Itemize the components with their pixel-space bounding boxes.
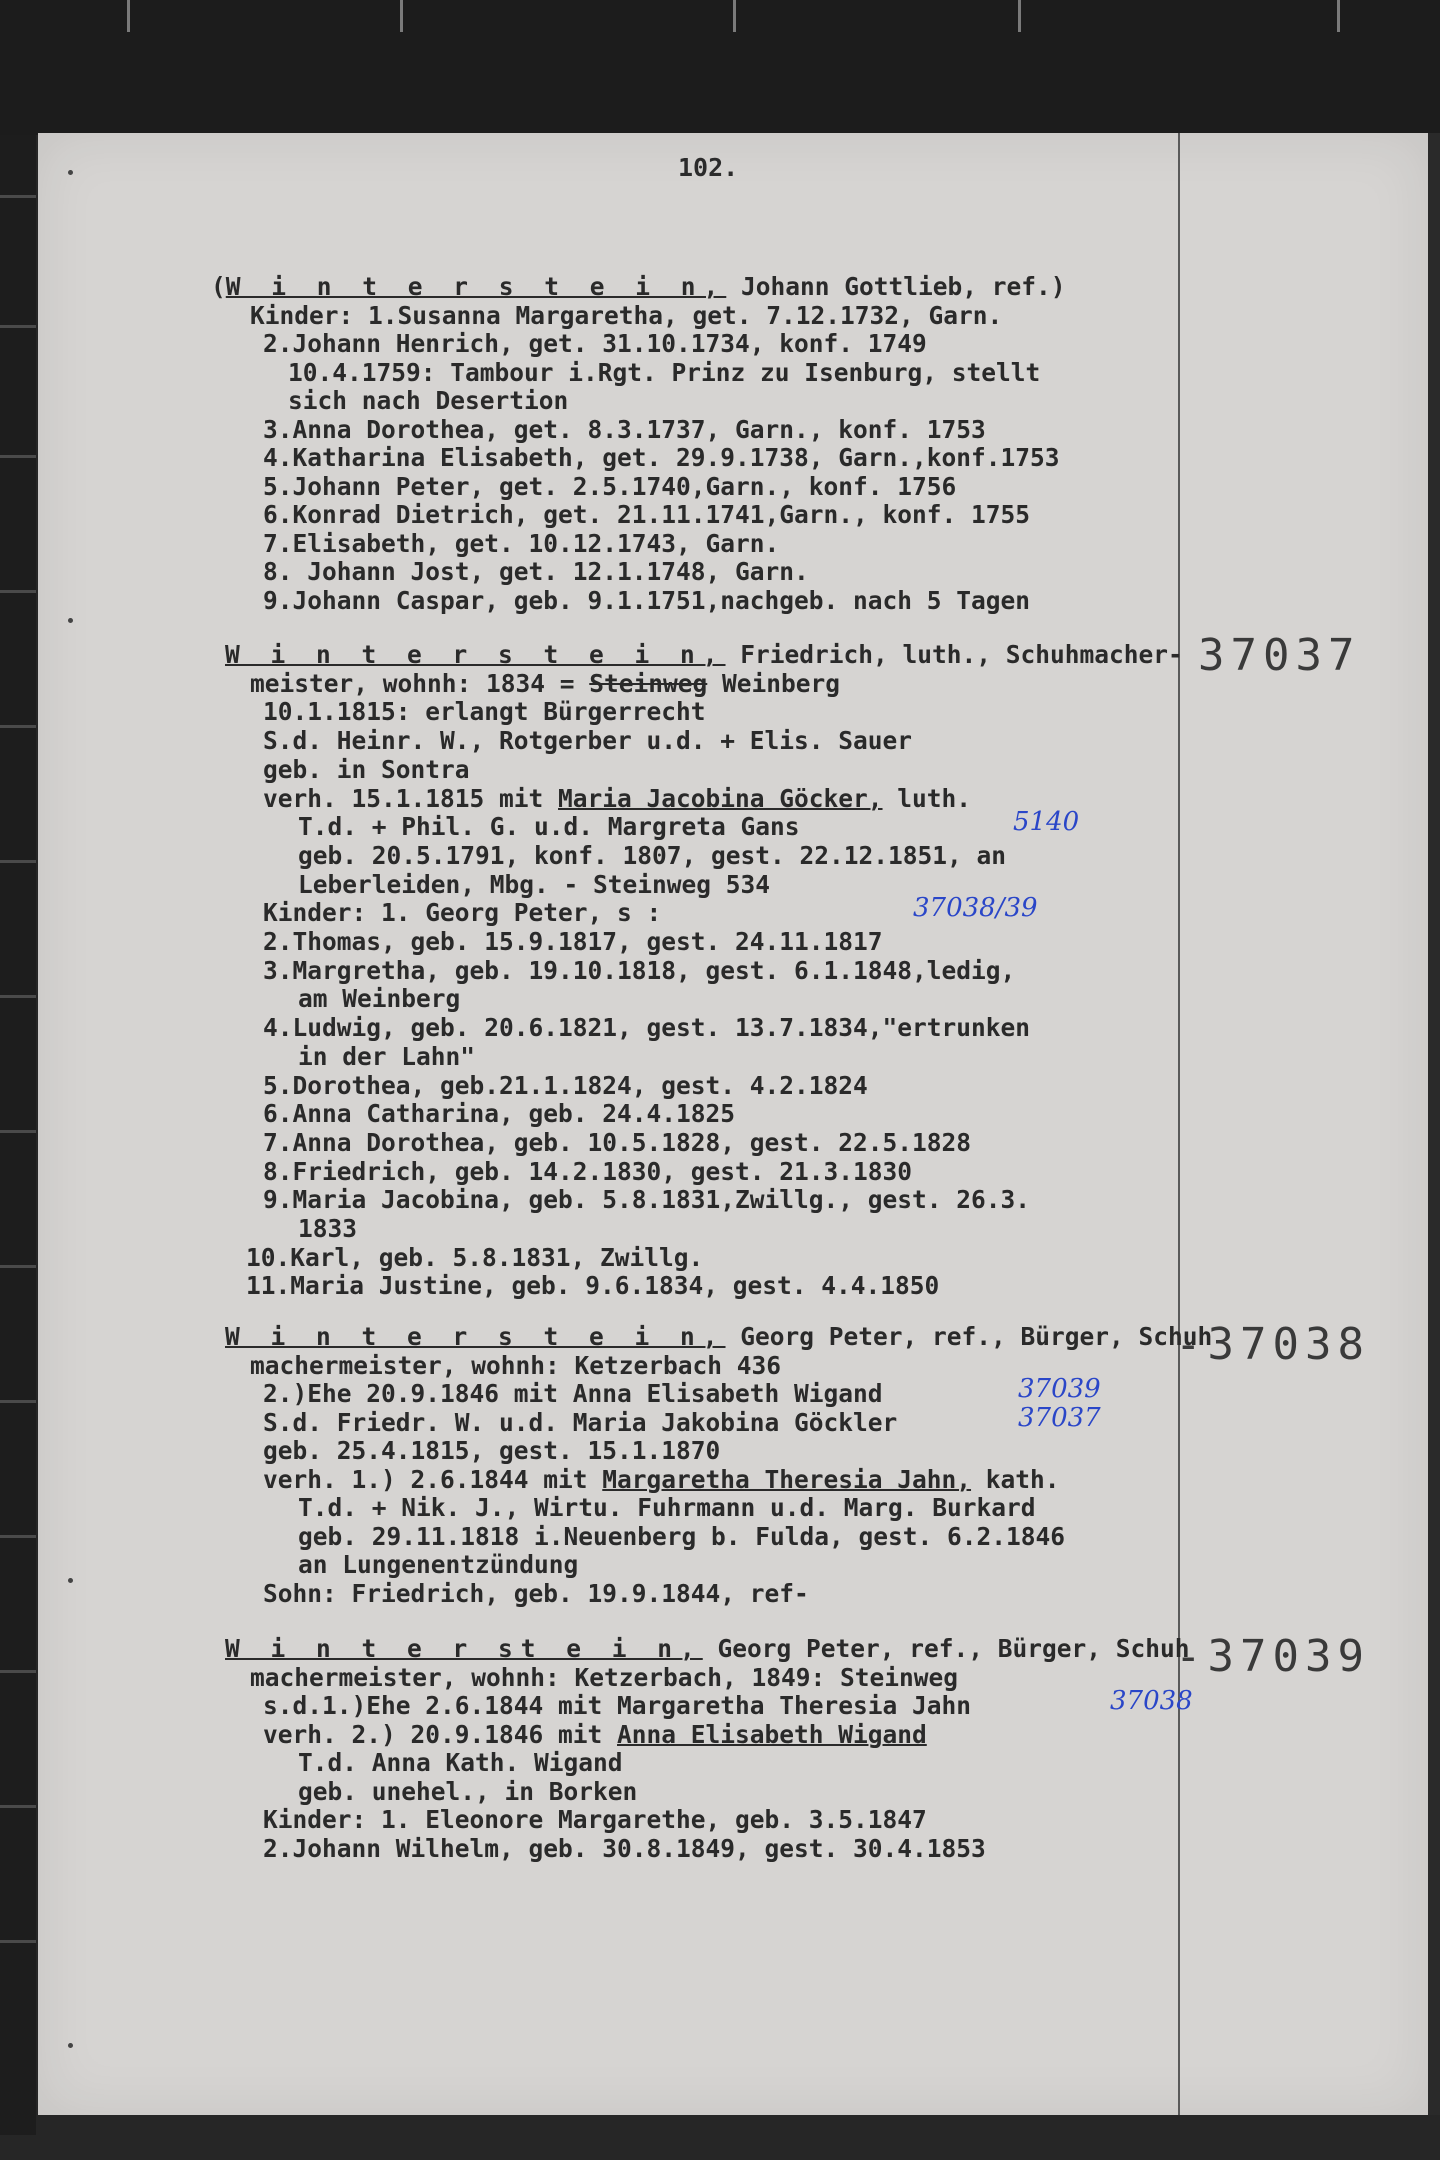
entry-line [263,1158,912,1186]
entry-line [263,899,661,927]
entry-line [263,1835,986,1863]
heading-details: Georg Peter, ref., Bürger, Schuh [702,1634,1190,1663]
entry-line [263,756,470,784]
punch-dot [68,170,73,175]
surname-spaced: W i n t e r s t e i n, [225,272,727,301]
line-text: 10.4.1759: Tambour i.Rgt. Prinz zu Isenburg, stellt [288,357,1041,387]
line-text: geb. unehel., in Borken [298,1776,638,1806]
entry-line [250,670,840,698]
surname-spaced: W i n t e r st e i n, [225,1634,703,1663]
reference-number: -37039 [1175,1631,1370,1682]
line-text: T.d. + Phil. G. u.d. Margreta Gans [298,812,800,842]
line-text: T.d. Anna Kath. Wigand [298,1748,623,1777]
handwritten-reference: 37037 [1018,1402,1101,1433]
line-text: an Lungenentzündung [298,1550,579,1579]
entry-line [263,1580,809,1608]
line-text: 2.)Ehe 20.9.1846 mit Anna Elisabeth Wigand [263,1379,883,1408]
line-text: Kinder: 1.Susanna Margaretha, get. 7.12.1732, Garn. [250,300,1003,330]
line-text: verh. 1.) 2.6.1844 mit [263,1464,603,1494]
line-text: verh. 15.1.1815 mit [263,783,559,813]
punch-dot [68,618,73,623]
entry-line [263,1186,1030,1214]
line-text: s.d.1.)Ehe 2.6.1844 mit Margaretha Theresia Jahn [263,1691,972,1720]
line-text: 2.Johann Wilhelm, geb. 30.8.1849, gest. 30.4.1853 [263,1833,986,1863]
line-text: geb. 29.11.1818 i.Neuenberg b. Fulda, gest. 6.2.1846 [298,1521,1066,1551]
line-text: 7.Elisabeth, get. 10.12.1743, Garn. [263,528,780,558]
line-text: Kinder: 1. Georg Peter, s : [263,898,662,928]
entry-line [250,302,1002,330]
film-border-top [0,0,1440,135]
entry-line [263,727,912,755]
entry-line [298,1551,578,1579]
line-text: 2.Thomas, geb. 15.9.1817, gest. 24.11.1817 [263,927,883,956]
heading-details: Friedrich, luth., Schuhmacher- [725,640,1183,669]
entry-line [263,530,779,558]
entry-line [263,957,1015,985]
heading-prefix: ( [211,272,226,301]
entry-line [263,1692,971,1720]
page-number: 102. [678,153,739,182]
handwritten-reference: 37039 [1018,1374,1101,1404]
heading-details: Georg Peter, ref., Bürger, Schuh [725,1322,1213,1351]
entry-line [298,985,460,1013]
entry-line [298,1494,1036,1522]
entry-line [263,1129,971,1157]
line-text: S.d. Friedr. W. u.d. Maria Jakobina Göckler [263,1407,898,1437]
underlined-name: Margaretha Theresia Jahn, [602,1464,972,1494]
entry-line [263,330,927,358]
entry-line [246,1272,939,1300]
line-text: machermeister, wohnh: Ketzerbach, 1849: Steinweg [250,1662,959,1692]
line-text: 4.Ludwig, geb. 20.6.1821, gest. 13.7.1834,"ertrunken [263,1013,1031,1043]
heading-details: Johann Gottlieb, ref.) [726,272,1066,301]
entry-line [263,785,971,813]
line-text: 6.Anna Catharina, geb. 24.4.1825 [263,1099,736,1129]
entry-line [263,587,1030,615]
entry-line [298,1778,637,1806]
entry-line [263,1437,720,1465]
line-text: kath. [971,1464,1060,1494]
entry-line [298,1523,1065,1551]
entry-line [263,1721,927,1749]
margin-rule [1178,133,1180,2115]
underlined-name: Anna Elisabeth Wigand [617,1719,927,1749]
line-text: verh. 2.) 20.9.1846 mit [263,1719,618,1749]
entry-line [250,1352,781,1380]
line-text: 5.Johann Peter, get. 2.5.1740,Garn., konf. 1756 [263,471,957,501]
entry-line [263,416,986,444]
entry-line [298,1749,623,1777]
line-text: am Weinberg [298,984,461,1014]
line-text: Kinder: 1. Eleonore Margarethe, geb. 3.5.1847 [263,1805,927,1834]
entry-line [263,698,706,726]
line-text: 8.Friedrich, geb. 14.2.1830, gest. 21.3.1830 [263,1156,913,1186]
line-text: Leberleiden, Mbg. - Steinweg 534 [298,869,771,899]
entry-line [263,501,1030,529]
film-tick [1337,0,1340,32]
line-text: 9.Maria Jacobina, geb. 5.8.1831,Zwillg., gest. 26.3. [263,1185,1031,1215]
line-text: geb. in Sontra [263,754,470,784]
surname-spaced: W i n t e r s t e i n, [225,640,726,669]
entry-line [263,1409,897,1437]
line-text: Weinberg [707,668,841,698]
line-text: 10.1.1815: erlangt Bürgerrecht [263,697,706,727]
line-text: luth. [882,783,972,813]
line-text: T.d. + Nik. J., Wirtu. Fuhrmann u.d. Marg. Burkard [298,1493,1036,1522]
entry-line [263,1100,735,1128]
film-tick [127,0,130,32]
entry-line [298,813,800,841]
entry-heading [211,273,1066,301]
line-text: geb. 25.4.1815, gest. 15.1.1870 [263,1436,721,1465]
entry-line [263,1806,927,1834]
line-text: in der Lahn" [298,1041,476,1071]
entry-heading [225,1635,1190,1663]
line-text: S.d. Heinr. W., Rotgerber u.d. + Elis. Sauer [263,726,913,756]
surname-spaced: W i n t e r s t e i n, [225,1322,726,1351]
document-page [38,133,1428,2115]
line-text: 11.Maria Justine, geb. 9.6.1834, gest. 4.4.1850 [246,1271,940,1301]
entry-heading [225,641,1183,669]
punch-dot [68,1578,73,1583]
line-text: 5.Dorothea, geb.21.1.1824, gest. 4.2.1824 [263,1070,868,1100]
line-text: 6.Konrad Dietrich, get. 21.11.1741,Garn., konf. 1755 [263,500,1031,529]
entry-line [263,1466,1060,1494]
line-text: geb. 20.5.1791, konf. 1807, gest. 22.12.1851, an [298,840,1007,870]
struck-text: Steinweg [589,668,708,698]
entry-line [246,1244,703,1272]
entry-line [298,842,1006,870]
entry-line [263,444,1060,472]
underlined-name: Maria Jacobina Göcker, [558,783,883,813]
film-tick [1018,0,1021,32]
reference-number: 37037 [1198,630,1361,681]
entry-line [263,1014,1030,1042]
line-text: 10.Karl, geb. 5.8.1831, Zwillg. [246,1242,704,1272]
entry-line [288,387,568,415]
handwritten-reference: 37038/39 [913,893,1038,924]
entry-line [263,473,956,501]
entry-line [263,1380,883,1408]
line-text: 8. Johann Jost, get. 12.1.1748, Garn. [263,557,809,586]
line-text: machermeister, wohnh: Ketzerbach 436 [250,1350,782,1380]
entry-line [288,359,1040,387]
film-border-left [0,135,36,2135]
line-text: meister, wohnh: 1834 = [250,668,590,698]
film-tick [400,0,403,32]
handwritten-reference: 5140 [1013,807,1080,838]
film-tick [733,0,736,32]
line-text: 1833 [298,1214,358,1243]
entry-heading [225,1323,1212,1351]
entry-line [298,871,770,899]
punch-dot [68,2043,73,2048]
handwritten-reference: 37038 [1110,1686,1193,1716]
line-text: 2.Johann Henrich, get. 31.10.1734, konf. 1749 [263,329,927,358]
line-text: 7.Anna Dorothea, geb. 10.5.1828, gest. 22.5.1828 [263,1127,972,1157]
line-text: 3.Anna Dorothea, get. 8.3.1737, Garn., konf. 1753 [263,414,986,444]
entry-line [250,1664,958,1692]
entry-line [263,928,883,956]
line-text: sich nach Desertion [288,386,569,415]
line-text: Sohn: Friedrich, geb. 19.9.1844, ref- [263,1578,809,1608]
line-text: 4.Katharina Elisabeth, get. 29.9.1738, Garn.,konf.1753 [263,443,1060,472]
entry-line [263,558,809,586]
line-text: 9.Johann Caspar, geb. 9.1.1751,nachgeb. nach 5 Tagen [263,585,1031,615]
entry-line [298,1043,475,1071]
line-text: 3.Margretha, geb. 19.10.1818, gest. 6.1.1848,ledig, [263,955,1016,985]
entry-line [263,1072,868,1100]
reference-number: -37038 [1175,1319,1370,1370]
entry-line [298,1215,357,1243]
